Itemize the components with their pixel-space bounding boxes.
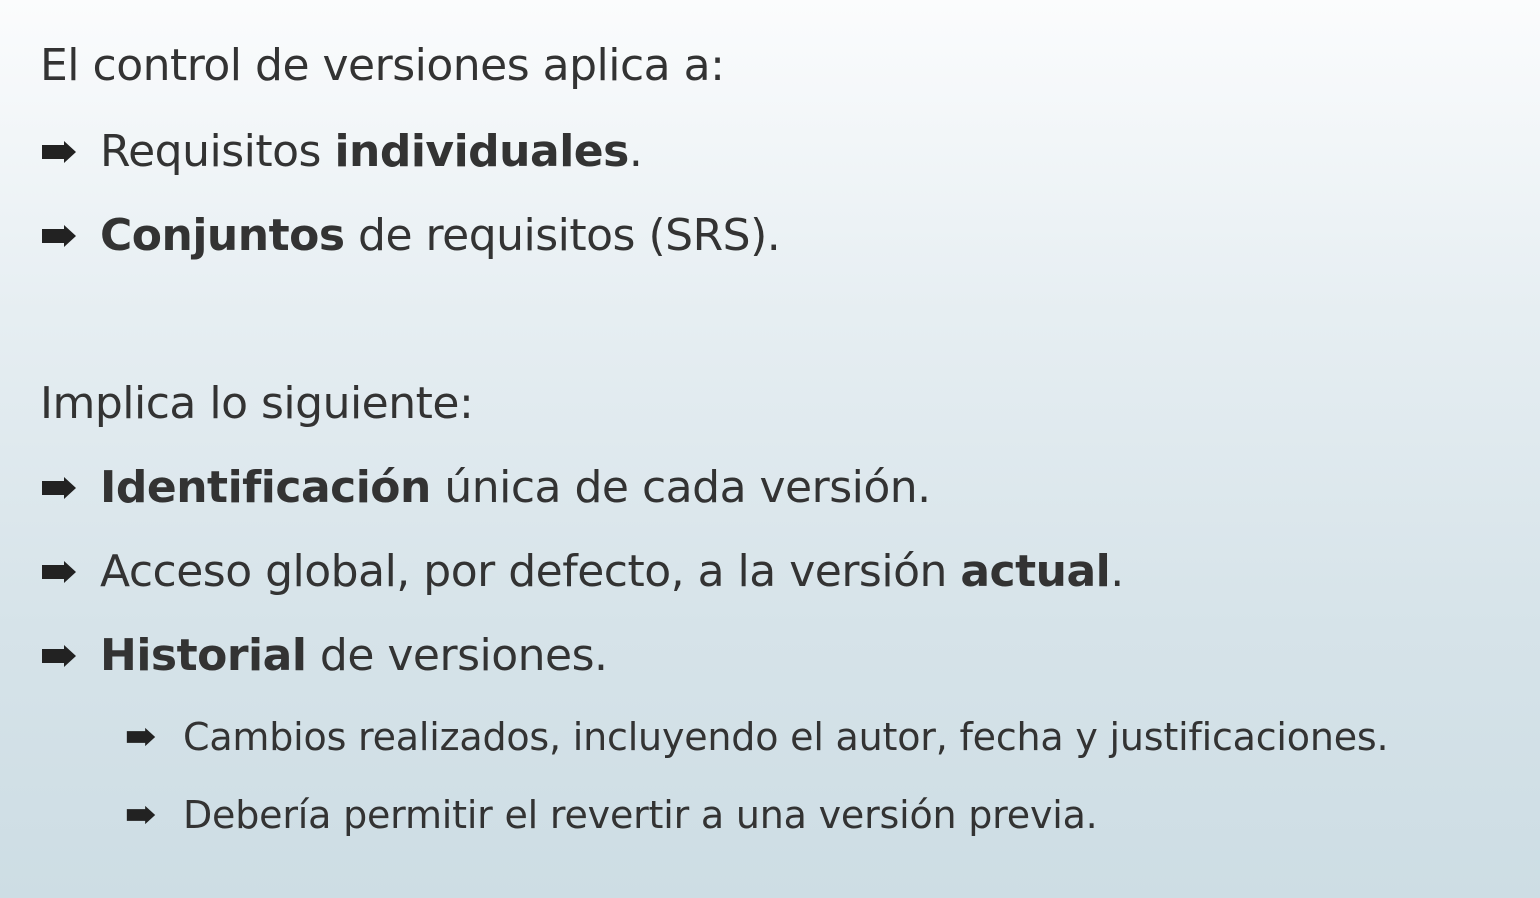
bullet-text: Requisitos individuales.: [100, 126, 643, 177]
bullet-text: Identificación única de cada versión.: [100, 462, 931, 513]
arrow-bullet-icon: [40, 224, 78, 248]
bullet-text: Acceso global, por defecto, a la versión actual.: [100, 546, 1124, 597]
arrow-bullet-icon: [125, 727, 157, 747]
section2-heading: Implica lo siguiente:: [40, 378, 474, 429]
arrow-bullet-icon: [40, 140, 78, 164]
arrow-bullet-icon: [40, 644, 78, 668]
arrow-bullet-icon: [125, 805, 157, 825]
section1-heading: El control de versiones aplica a:: [40, 40, 725, 91]
sub-bullet-text: Debería permitir el revertir a una versión previa.: [183, 793, 1098, 837]
bullet-text: Historial de versiones.: [100, 630, 608, 681]
bullet-text: Conjuntos de requisitos (SRS).: [100, 210, 781, 261]
sub-bullet-text: Cambios realizados, incluyendo el autor, fecha y justificaciones.: [183, 715, 1389, 759]
arrow-bullet-icon: [40, 560, 78, 584]
arrow-bullet-icon: [40, 476, 78, 500]
